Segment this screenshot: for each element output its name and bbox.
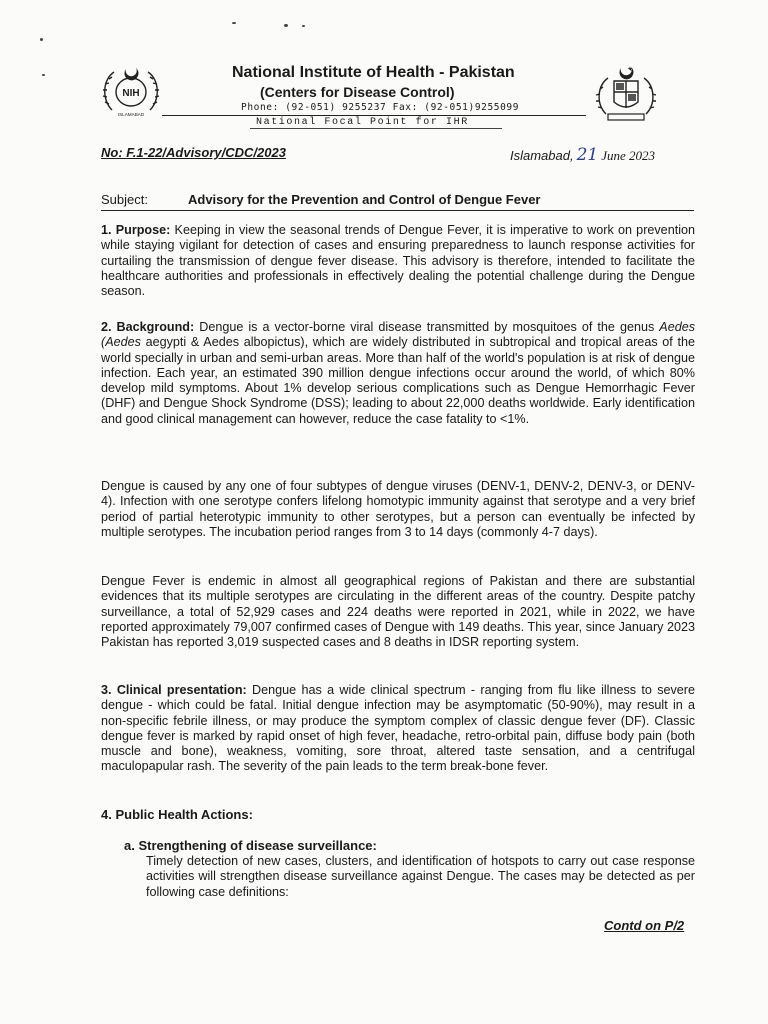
org-name: National Institute of Health - Pakistan — [232, 64, 515, 81]
nih-emblem-text: NIH — [122, 88, 140, 99]
background-genus: Aedes (Aedes — [101, 320, 696, 350]
header-divider-lower — [250, 128, 502, 129]
scan-speck — [40, 38, 43, 41]
pakistan-situation-paragraph: Dengue Fever is endemic in almost all geographical regions of Pakistan and there are substantial evidences that its multiple serotypes are circulating in the different areas of the country. Despite patchy surveillance, a total of 52,929 cases and 224 deaths were reported in 2021, while in 2022, we have reported approximately 79,007 confirmed cases of Dengue with 149 deaths. This year, since January 2023 Pakistan has reported 3,019 suspected cases and 8 deaths in IDSR reporting system. — [101, 574, 695, 650]
scan-speck — [284, 24, 288, 27]
issue-day: 21 — [576, 145, 599, 165]
background-heading: 2. Background: — [101, 320, 195, 334]
purpose-text: Keeping in view the seasonal trends of Dengue Fever, it is imperative to work on prevention while staying vigilant for detection of cases and ensuring preparedness to launch response activities for curtailing the transmission of dengue fever disease. This advisory is therefore, intended to facilitate the healthcare authorities and professionals in effectively dealing the potential challenge during the Dengue season. — [101, 223, 695, 299]
org-subtitle: (Centers for Disease Control) — [260, 84, 455, 100]
header-divider — [162, 115, 586, 116]
issue-month-year: June 2023 — [601, 148, 656, 163]
background-paragraph — [101, 320, 695, 427]
reference-number: No: F.1-22/Advisory/CDC/2023 — [101, 145, 286, 160]
subject-underline — [101, 210, 694, 211]
serotypes-paragraph: Dengue is caused by any one of four subtypes of dengue viruses (DENV-1, DENV-2, DENV-3, or DENV-4). Infection with one serotype confers lifelong homotypic immunity against that serotype and a very brief period of partial heterotypic immunity to other serotypes, but a person can eventually be infected by multiple serotypes. The incubation period ranges from 3 to 14 days (commonly 4-7 days). — [101, 479, 695, 539]
purpose-paragraph — [101, 223, 695, 299]
subject-label: Subject: — [101, 192, 148, 207]
org-focal-point: National Focal Point for IHR — [256, 117, 469, 128]
purpose-heading: 1. Purpose: — [101, 223, 171, 237]
clinical-heading: 3. Clinical presentation: — [101, 683, 247, 697]
clinical-text: Dengue has a wide clinical spectrum - ranging from flu like illness to severe dengue - which could be fatal. Initial dengue infection may be asymptomatic (50-90%), may result in a non-specific febrile illness, or may produce the symptom complex of classic dengue fever (DF). Classic dengue fever is marked by rapid onset of high fever, headache, retro-orbital pain, diffuse body pain (both muscle and bone), weakness, vomiting, sore throat, altered taste sensation, and a centrifugal maculopapular rash. The severity of the pain leads to the term break-bone fever. — [101, 683, 696, 774]
scan-speck — [302, 25, 305, 27]
surveillance-text: Timely detection of new cases, clusters, and identification of hotspots to carry out case response activities will strengthen disease surveillance against Dengue. The cases may be detected as per following case definitions: — [146, 854, 695, 899]
scan-speck — [42, 74, 45, 76]
background-text-1: Dengue is a vector-borne viral disease transmitted by mosquitoes of the genus — [199, 320, 655, 334]
continued-note: Contd on P/2 — [604, 918, 685, 933]
org-phone-fax: Phone: (92-051) 9255237 Fax: (92-051)9255099 — [241, 102, 520, 113]
pakistan-state-emblem-icon — [594, 64, 658, 124]
issue-place: Islamabad, — [510, 148, 574, 163]
nih-emblem-caption: ISLAMABAD — [117, 112, 145, 117]
scan-speck — [232, 22, 236, 24]
issue-date — [510, 145, 655, 165]
clinical-paragraph — [101, 683, 695, 775]
subject-text: Advisory for the Prevention and Control of Dengue Fever — [188, 192, 541, 207]
surveillance-heading: a. Strengthening of disease surveillance: — [124, 838, 377, 853]
background-text-2: aegypti & Aedes albopictus), which are widely distributed in subtropical and tropical areas of the world specially in urban and semi-urban areas. More than half of the world's population is at risk of dengue infection. Each year, an estimated 390 million dengue infections occur around the world, of which 80% develop mild symptoms. About 1% develop serious complications such as Dengue Hemorrhagic Fever (DHF) and Dengue Shock Syndrome (DSS); leading to about 22,000 deaths worldwide. Early identification and good clinical management can however, reduce the case fatality to <1%. — [101, 335, 696, 426]
actions-heading: 4. Public Health Actions: — [101, 807, 253, 822]
nih-emblem-icon — [100, 64, 162, 118]
